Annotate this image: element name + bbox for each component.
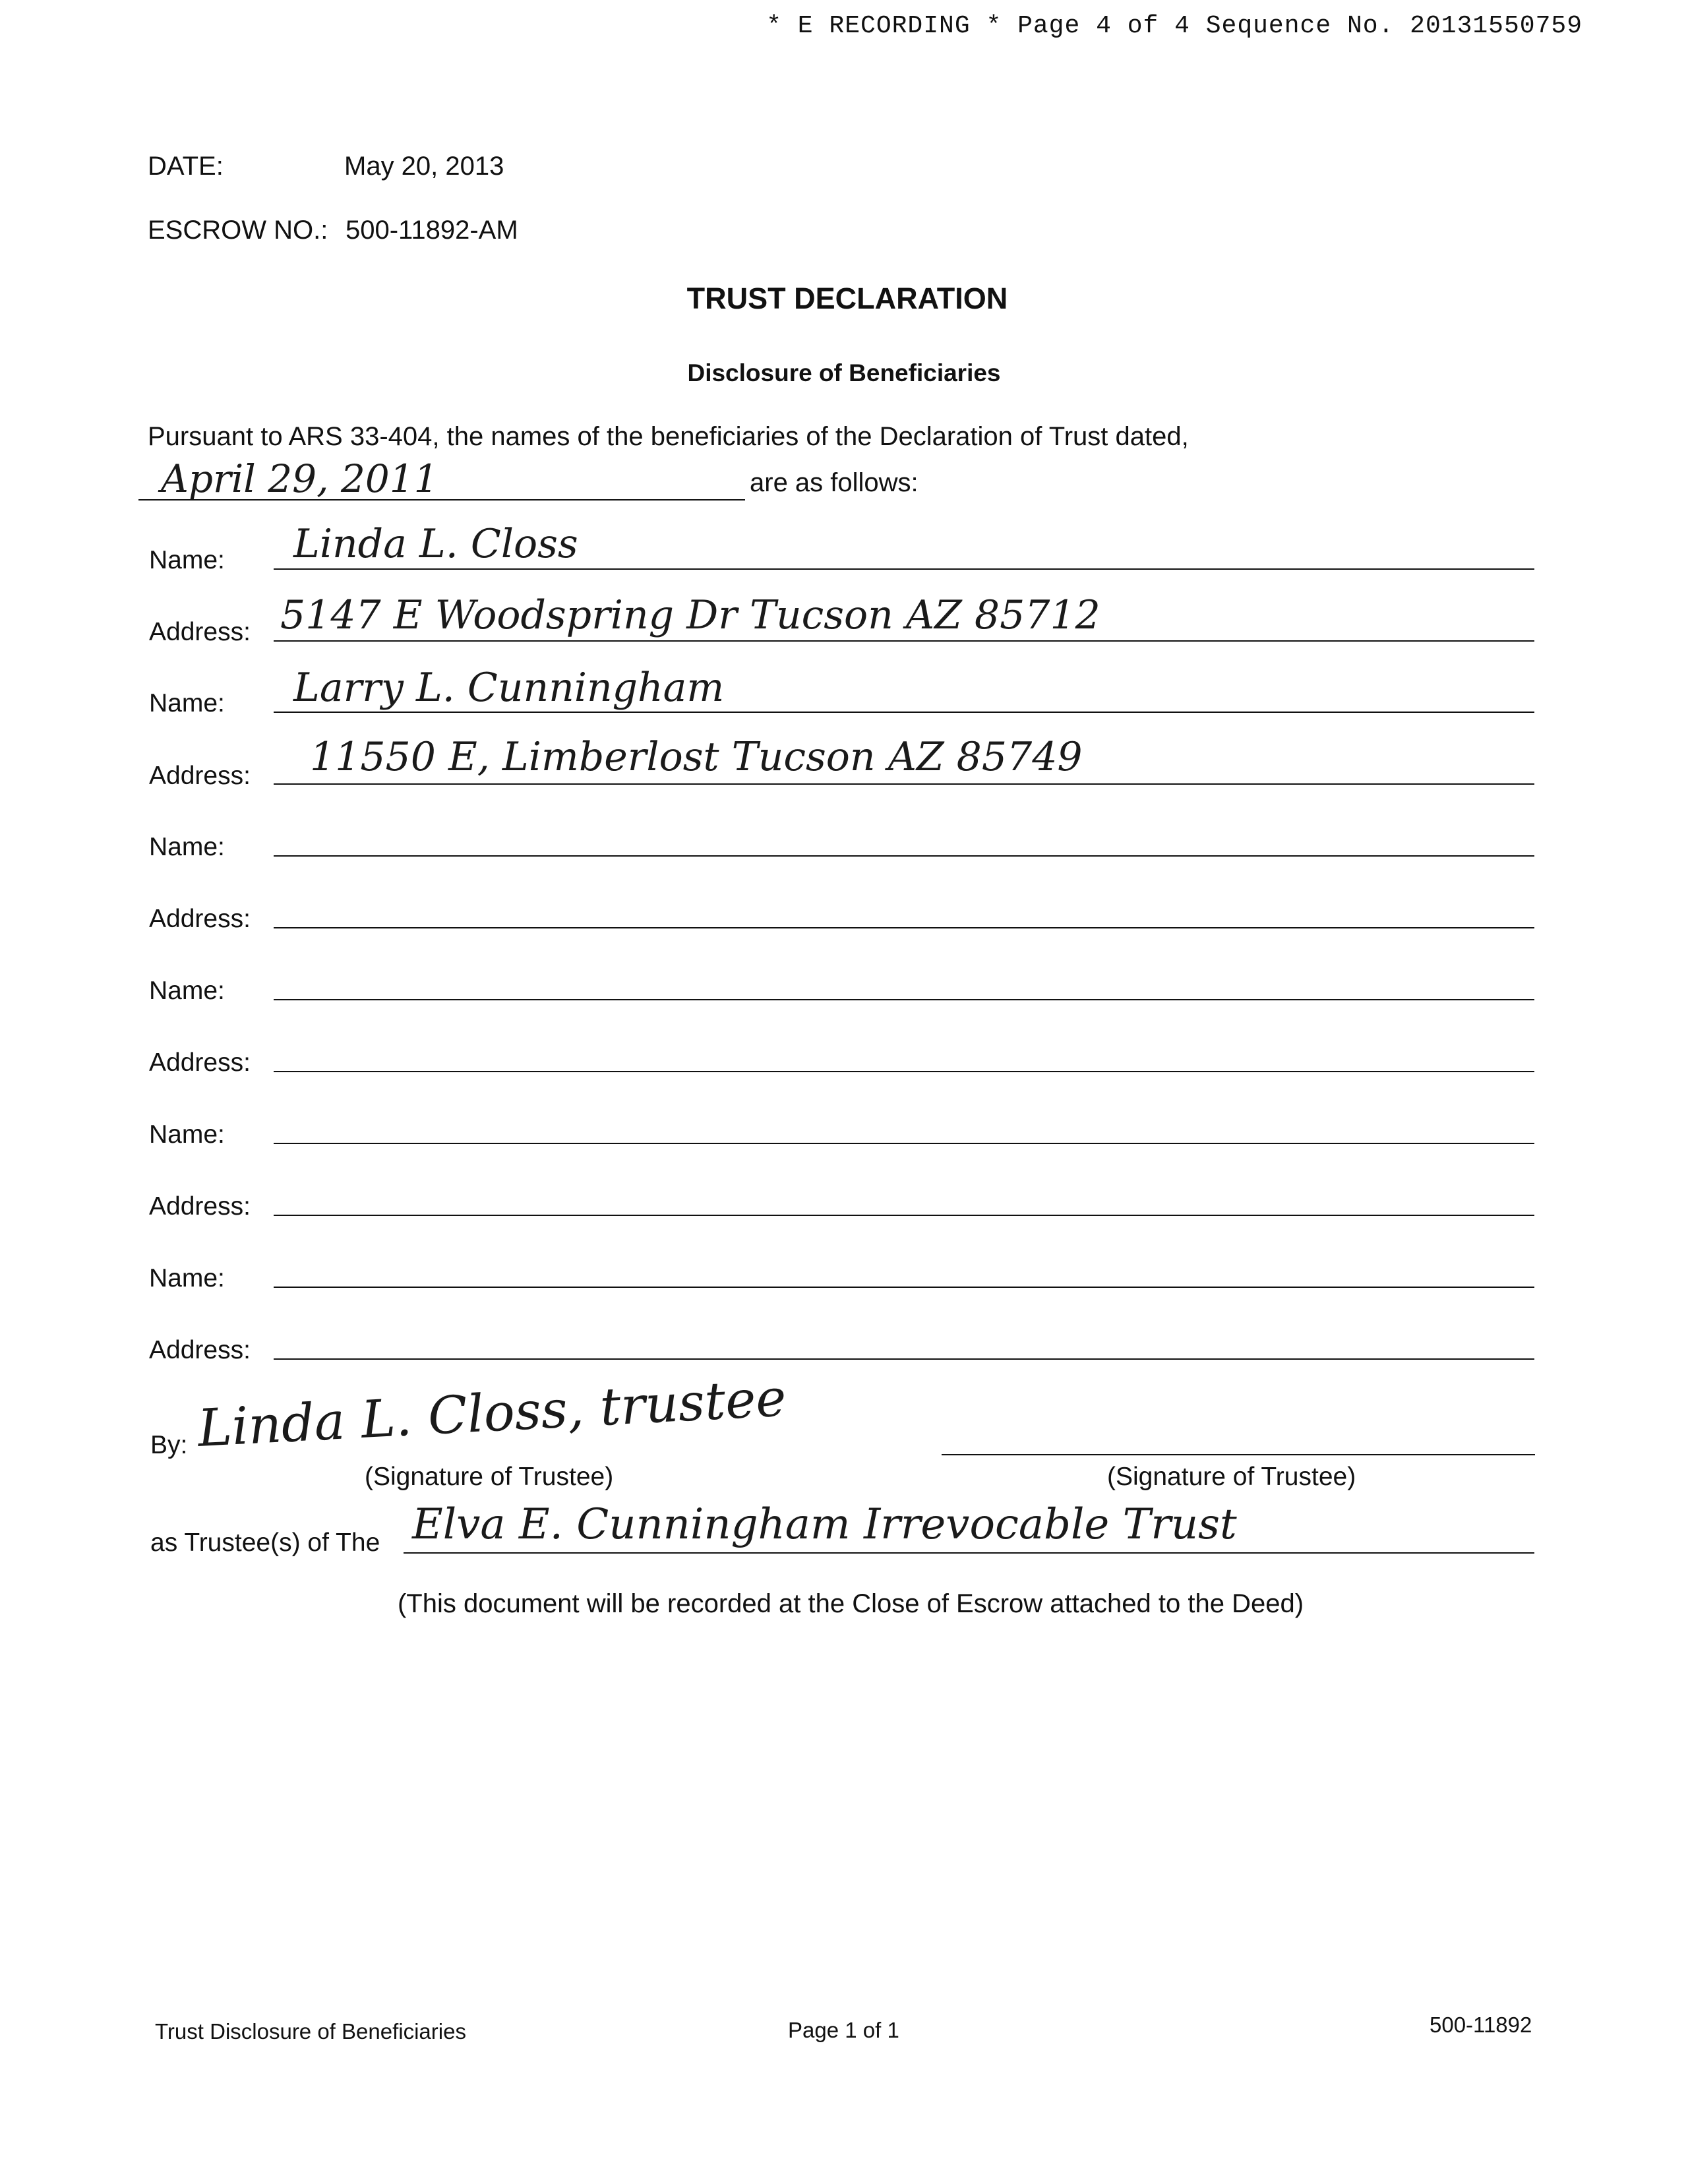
- date-value: May 20, 2013: [344, 152, 504, 181]
- trustee-label: as Trustee(s) of The: [150, 1529, 380, 1557]
- address-label: Address:: [149, 905, 251, 933]
- address-label: Address:: [149, 1192, 251, 1221]
- recording-header: * E RECORDING * Page 4 of 4 Sequence No. 20131550759: [766, 12, 1582, 40]
- address-line: [274, 640, 1534, 642]
- intro-text: Pursuant to ARS 33-404, the names of the beneficiaries of the Declaration of Trust dated,: [148, 422, 1189, 451]
- address-line: [274, 1215, 1534, 1216]
- footer-escrow-number: 500-11892: [1430, 2013, 1532, 2037]
- name-label: Name:: [149, 833, 225, 861]
- footer-document-name: Trust Disclosure of Beneficiaries: [155, 2019, 466, 2044]
- name-line: [274, 568, 1534, 570]
- address-label: Address:: [149, 1048, 251, 1077]
- trustee-signature[interactable]: Linda L. Closs, trustee: [196, 1368, 788, 1459]
- name-line: [274, 1287, 1534, 1288]
- footer-page-number: Page 1 of 1: [788, 2018, 899, 2042]
- address-line: [274, 1358, 1534, 1360]
- date-label: DATE:: [148, 152, 224, 181]
- address-label: Address:: [149, 762, 251, 790]
- trust-date-handwritten[interactable]: April 29, 2011: [161, 456, 438, 501]
- name-label: Name:: [149, 689, 225, 717]
- address-line: [274, 783, 1534, 785]
- document-title: TRUST DECLARATION: [686, 282, 1008, 315]
- trust-name-handwritten[interactable]: Elva E. Cunningham Irrevocable Trust: [412, 1500, 1237, 1549]
- recording-note: (This document will be recorded at the Close of Escrow attached to the Deed): [397, 1589, 1304, 1618]
- beneficiary-name-field[interactable]: Larry L. Cunningham: [293, 665, 725, 711]
- intro-tail-text: are as follows:: [750, 468, 919, 497]
- name-label: Name:: [149, 1264, 225, 1292]
- address-label: Address:: [149, 618, 251, 646]
- address-line: [274, 1071, 1534, 1072]
- name-line: [274, 855, 1534, 857]
- beneficiary-name-field[interactable]: Linda L. Closs: [293, 521, 578, 567]
- name-label: Name:: [149, 546, 225, 574]
- escrow-label: ESCROW NO.:: [148, 216, 328, 245]
- address-line: [274, 927, 1534, 928]
- name-line: [274, 1143, 1534, 1144]
- second-signature-line[interactable]: [942, 1454, 1535, 1455]
- signature-caption: (Signature of Trustee): [365, 1463, 614, 1491]
- trust-date-line: [138, 499, 745, 501]
- address-label: Address:: [149, 1336, 251, 1364]
- name-line: [274, 999, 1534, 1000]
- document-subtitle: Disclosure of Beneficiaries: [687, 359, 1001, 386]
- beneficiary-address-field[interactable]: 11550 E, Limberlost Tucson AZ 85749: [310, 734, 1083, 780]
- name-label: Name:: [149, 977, 225, 1005]
- beneficiary-address-field[interactable]: 5147 E Woodspring Dr Tucson AZ 85712: [280, 592, 1100, 638]
- by-label: By:: [150, 1431, 188, 1459]
- name-label: Name:: [149, 1120, 225, 1149]
- name-line: [274, 712, 1534, 713]
- escrow-number: 500-11892-AM: [346, 216, 518, 245]
- signature-caption: (Signature of Trustee): [1107, 1463, 1356, 1491]
- trust-name-line: [404, 1552, 1534, 1554]
